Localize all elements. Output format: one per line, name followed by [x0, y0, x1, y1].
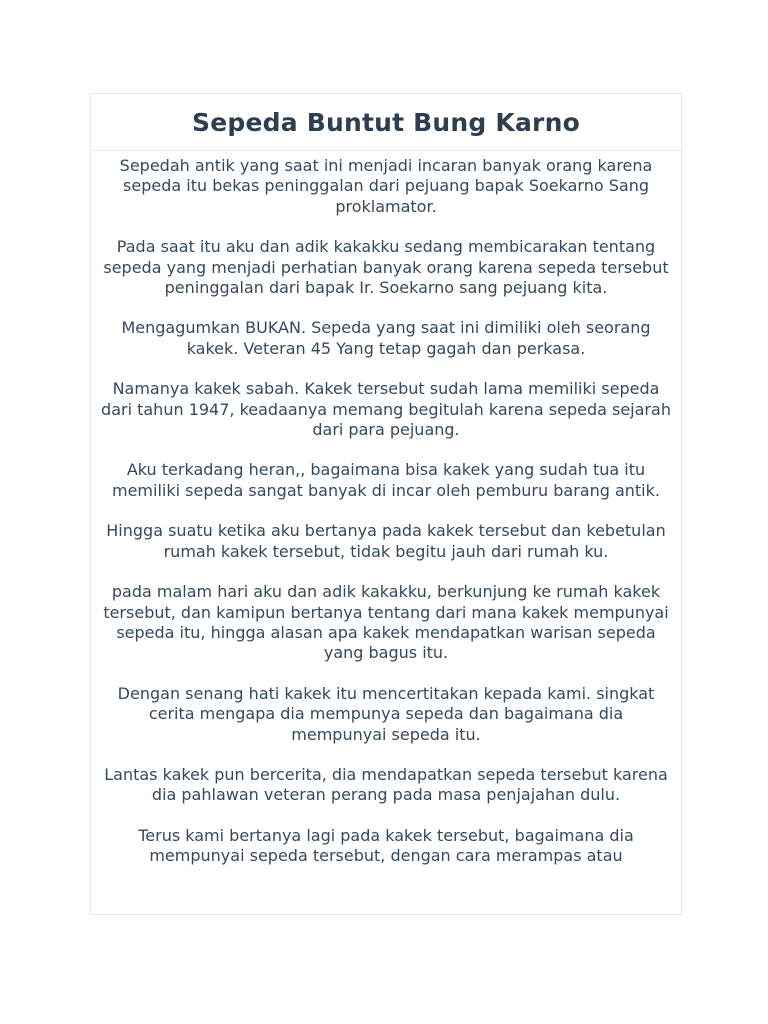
paragraph: Lantas kakek pun bercerita, dia mendapatkan sepeda tersebut karena dia pahlawan veteran perang pada masa penjajahan dulu. — [104, 764, 668, 805]
paragraph: Pada saat itu aku dan adik kakakku sedang membicarakan tentang sepeda yang menjadi perhatian banyak orang karena sepeda tersebut peninggalan dari bapak Ir. Soekarno sang pejuang kita. — [103, 237, 669, 298]
document-title: Sepeda Buntut Bung Karno — [192, 107, 580, 137]
title-bar — [91, 94, 681, 151]
paragraph: pada malam hari aku dan adik kakakku, berkunjung ke rumah kakek tersebut, dan kamipun bertanya tentang dari mana kakek mempunyai sepeda itu, hingga alasan apa kakek mendapatkan warisan sepeda yang bagus itu. — [103, 582, 669, 663]
document-body — [91, 151, 681, 867]
paragraph: Aku terkadang heran,, bagaimana bisa kakek yang sudah tua itu memiliki sepeda sangat banyak di incar oleh pemburu barang antik. — [112, 460, 660, 500]
paragraph: Sepedah antik yang saat ini menjadi incaran banyak orang karena sepeda itu bekas peninggalan dari pejuang bapak Soekarno Sang proklamator. — [119, 156, 653, 216]
paragraph: Namanya kakek sabah. Kakek tersebut sudah lama memiliki sepeda dari tahun 1947, keadaanya memang begitulah karena sepeda sejarah dari para pejuang. — [101, 379, 671, 440]
paragraph: Mengagumkan BUKAN. Sepeda yang saat ini dimiliki oleh seorang kakek. Veteran 45 Yang tetap gagah dan perkasa. — [121, 318, 651, 358]
paragraph: Hingga suatu ketika aku bertanya pada kakek tersebut dan kebetulan rumah kakek tersebut, tidak begitu jauh dari rumah ku. — [106, 521, 666, 561]
document-frame — [90, 93, 682, 915]
paragraph: Terus kami bertanya lagi pada kakek tersebut, bagaimana dia mempunyai sepeda tersebut, dengan cara merampas atau — [138, 825, 634, 866]
paragraph: Dengan senang hati kakek itu mencertitakan kepada kami. singkat cerita mengapa dia mempunya sepeda dan bagaimana dia mempunyai sepeda itu. — [117, 683, 655, 744]
